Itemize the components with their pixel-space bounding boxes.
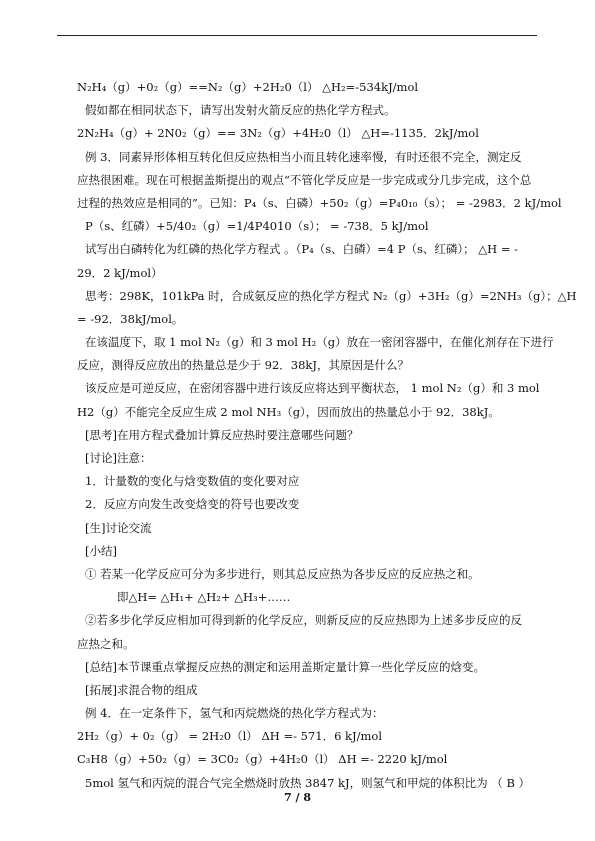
text-line: 即△H= △H₁+ △H₂+ △H₃+……: [117, 590, 291, 605]
text-line: 假如都在相同状态下，请写出发射火箭反应的热化学方程式。: [85, 103, 396, 118]
text-line: 2N₂H₄（g）+ 2N0₂（g）== 3N₂（g）+4H₂0（l） △H=-1135．2kJ/mol: [77, 126, 479, 141]
text-line: [生]讨论交流: [85, 520, 152, 535]
page-number: 7 / 8: [284, 791, 311, 804]
header-rule: [57, 35, 537, 36]
text-line: 5mol 氢气和丙烷的混合气完全燃烧时放热 3847 kJ，则氢气和甲烷的体积比为 （ B ）: [85, 775, 531, 790]
text-line: 应热很困难。现在可根据盖斯提出的观点“不管化学反应是一步完成或分几步完成，这个总: [77, 172, 532, 187]
text-line: 应热之和。: [77, 636, 135, 651]
text-line: C₃H8（g）+50₂（g）= 3C0₂（g）+4H₂0（l） ΔH =- 2220 kJ/mol: [77, 752, 448, 767]
document-body: [77, 76, 577, 795]
text-line: 在该温度下，取 1 mol N₂（g）和 3 mol H₂（g）放在一密闭容器中，在催化剂存在下进行: [85, 335, 554, 350]
text-line: 例 3．同素异形体相互转化但反应热相当小而且转化速率慢，有时还很不完全，测定反: [85, 149, 522, 164]
text-line: [小结]: [85, 543, 117, 558]
text-line: = -92．38kJ/mol。: [77, 311, 184, 326]
text-line: H2（g）不能完全反应生成 2 mol NH₃（g），因而放出的热量总小于 92．38kJ。: [77, 404, 500, 419]
text-line: ① 若某一化学反应可分为多步进行，则其总反应热为各步反应的反应热之和。: [85, 566, 480, 581]
text-line: 试写出白磷转化为红磷的热化学方程式 。（P₄（s、白磷）=4 P（s、红磷）； △H = -: [85, 242, 519, 257]
text-line: 2H₂（g）+ 0₂（g） = 2H₂0（l） ΔH =- 571．6 kJ/mol: [77, 729, 382, 744]
text-line: 思考：298K，101kPa 时，合成氨反应的热化学方程式 N₂（g）+3H₂（g）=2NH₃（g）；△H: [85, 288, 577, 303]
text-line: [思考]在用方程式叠加计算反应热时要注意哪些问题？: [85, 427, 359, 442]
text-line: [讨论]注意：: [85, 451, 152, 465]
text-line: 例 4．在一定条件下，氢气和丙烷燃烧的热化学方程式为：: [85, 706, 384, 721]
text-line: 2．反应方向发生改变焓变的符号也要改变: [85, 497, 300, 512]
text-line: [拓展]求混合物的组成: [85, 682, 198, 697]
text-line: 反应，测得反应放出的热量总是少于 92．38kJ，其原因是什么？: [77, 358, 409, 373]
text-line: [总结]本节课重点掌握反应热的测定和运用盖斯定量计算一些化学反应的焓变。: [85, 659, 485, 674]
text-line: 过程的热效应是相同的”。已知：P₄（s、白磷）+50₂（g）=P₄0₁₀（s）； = -2983．2 kJ/mol: [77, 195, 562, 210]
text-line: P（s、红磷）+5/40₂（g）=1/4P4010（s）； = -738．5 kJ/mol: [85, 219, 429, 234]
text-line: ②若多步化学反应相加可得到新的化学反应，则新反应的反应热即为上述多步反应的反: [85, 613, 522, 628]
text-line: N₂H₄（g）+0₂（g）==N₂（g）+2H₂0（l） △H₂=-534kJ/mol: [77, 80, 419, 94]
text-line: 29．2 kJ/mol）: [77, 265, 163, 280]
text-line: 该反应是可逆反应，在密闭容器中进行该反应将达到平衡状态， 1 mol N₂（g）和 3 mol: [85, 381, 540, 396]
text-line: 1．计量数的变化与焓变数值的变化要对应: [85, 474, 300, 489]
